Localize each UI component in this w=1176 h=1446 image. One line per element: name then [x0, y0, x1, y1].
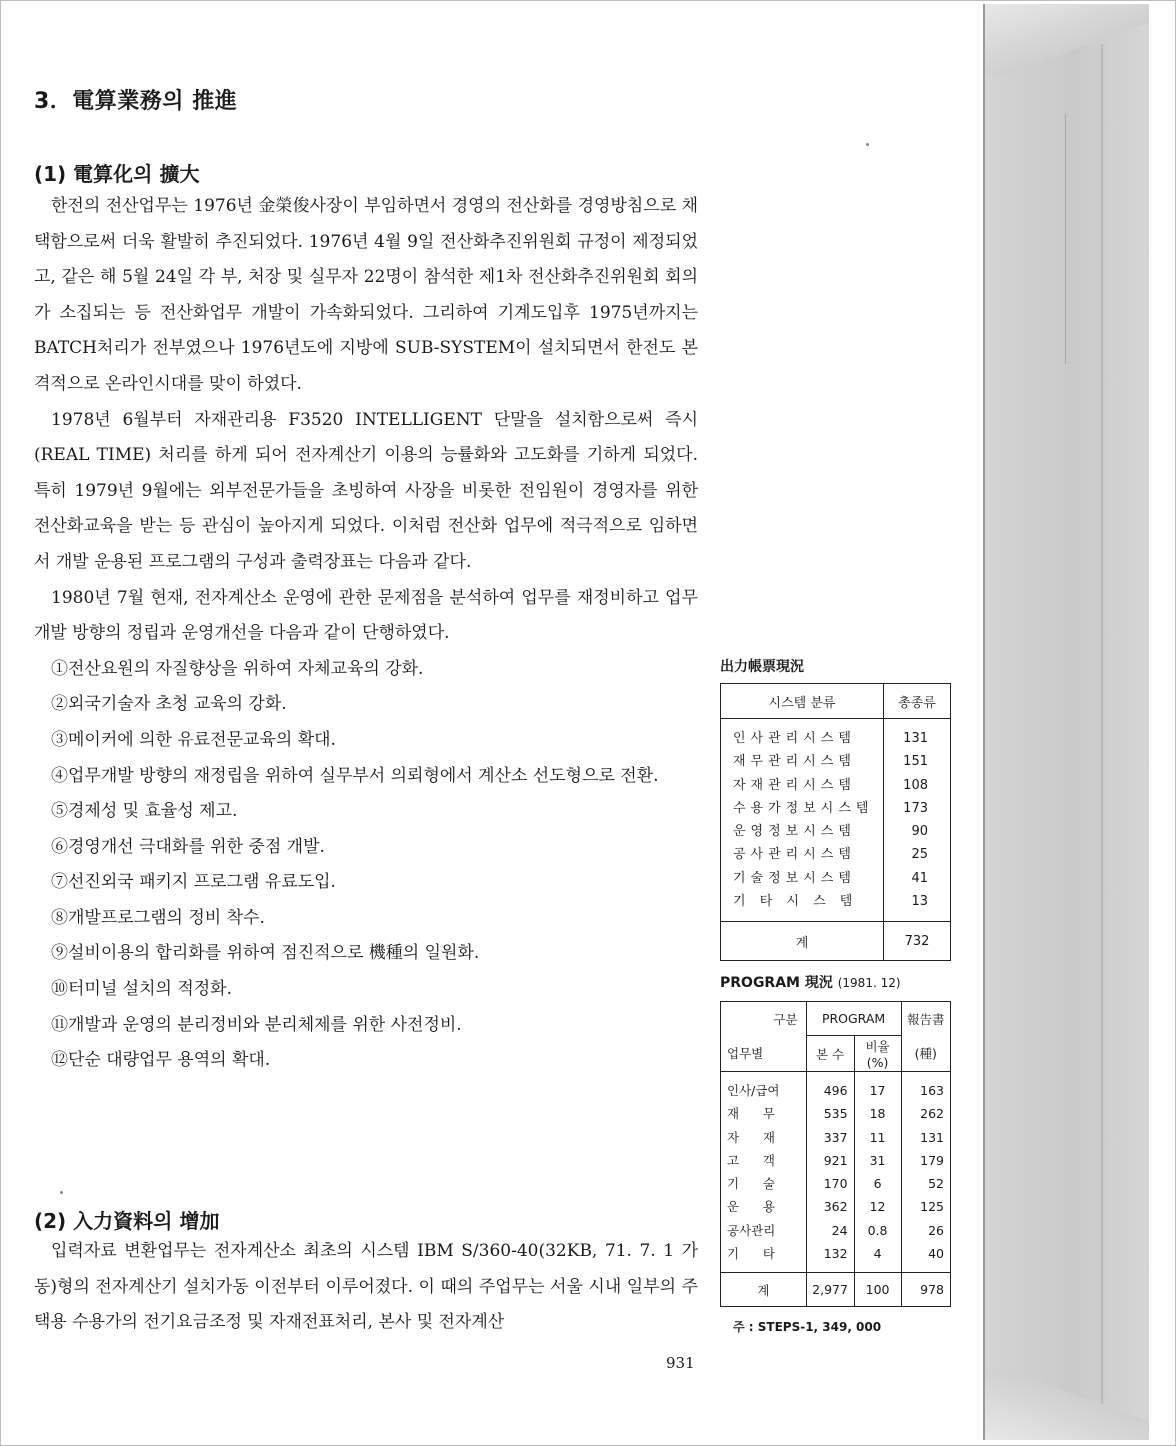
table-cell: 31	[869, 1152, 886, 1168]
program-table	[720, 1001, 951, 1307]
list-item: ⑩터미널 설치의 적정화.	[51, 979, 233, 1000]
list-item: ⑥경영개선 극대화를 위한 중점 개발.	[51, 836, 325, 857]
ratio-column	[854, 1072, 901, 1273]
dept-column	[721, 1072, 807, 1273]
table-cell: 24	[831, 1222, 848, 1238]
table-cell: 17	[869, 1083, 886, 1098]
list-item: ④업무개발 방향의 재정립을 위하여 실무부서 의뢰형에서 계산소 선도형으로 전환.	[51, 765, 659, 786]
table-cell: 기 타	[727, 1246, 775, 1262]
speck	[60, 1191, 63, 1194]
table-cell: 108	[903, 777, 928, 793]
list-item: ⑧개발프로그램의 정비 착수.	[51, 907, 265, 928]
table-cell: 재무관리시스템	[733, 754, 856, 770]
table-cell: 362	[823, 1199, 848, 1215]
table-cell: 11	[869, 1129, 886, 1145]
table-cell: 운 용	[727, 1199, 775, 1215]
table-cell: 25	[911, 847, 928, 863]
list-item: ⑤경제성 및 효율성 제고.	[51, 801, 238, 822]
header-ratio: 비율(%)	[854, 1036, 901, 1072]
header-kind: (種)	[901, 1036, 950, 1072]
count-column	[806, 1072, 854, 1273]
page-number: 931	[666, 1354, 695, 1372]
table-cell: 13	[911, 894, 928, 910]
table-cell: 151	[903, 754, 928, 770]
table-cell: 18	[869, 1106, 886, 1122]
table-cell: 496	[823, 1083, 848, 1098]
table-cell: 173	[903, 800, 928, 816]
header-dept: 업무별	[721, 1036, 807, 1072]
table-cell: 6	[873, 1176, 882, 1192]
table-cell: 131	[920, 1129, 944, 1145]
paragraph: 1978년 6월부터 자재관리용 F3520 INTELLIGENT 단말을 설치함으로써 즉시(REAL TIME) 처리를 하게 되어 전자계산기 이용의 능률화와 고도화를 기하게 되었다. 특히 1979년 9월에는 외부전문가들을 초빙하여 사장을 비롯한 전임원이 경영자를 위한 전산화교육을 받는 등 관심이 높아지게 되었다. 이처럼 전산화 업무에 적극적으로 임하면서 개발 운용된 프로그램의 구성과 출력장표는 다음과 같다.	[34, 409, 698, 572]
table-cell: 132	[823, 1246, 848, 1262]
table-cell: 921	[823, 1152, 848, 1168]
total-label: 계	[721, 922, 884, 961]
table-cell: 179	[920, 1152, 944, 1168]
output-form-table	[720, 683, 951, 961]
section-title: 3．電算業務의 推進	[34, 89, 238, 114]
header-count: 본 수	[806, 1036, 854, 1072]
paragraph: 한전의 전산업무는 1976년 金榮俊사장이 부임하면서 경영의 전산화를 경영방침으로 채택함으로써 더욱 활발히 추진되었다. 1976년 4월 9일 전산화추진위원회 규정이 제정되었고, 같은 해 5월 24일 각 부, 처장 및 실무자 22명이 참석한 제1차 전산화추진위원회 회의가 소집되는 등 전산화업무 개발이 가속화되었다. 그리하여 기계도입후 1975년까지는 BATCH처리가 전부였으나 1976년도에 지방에 SUB-SYSTEM이 설치되면서 한전도 본격적으로 온라인시대를 맞이 하였다.	[34, 196, 698, 394]
table-cell: 163	[920, 1083, 944, 1098]
body-text-2	[34, 1234, 698, 1341]
list-item: ⑦선진외국 패키지 프로그램 유료도입.	[51, 872, 336, 893]
table-cell: 수용가정보시스템	[733, 800, 874, 816]
table-cell: 공사관리	[727, 1222, 776, 1238]
table-cell: 운영정보시스템	[733, 824, 856, 840]
table-cell: 4	[873, 1246, 882, 1262]
table-note: 주 : STEPS-1, 349, 000	[733, 1320, 882, 1334]
system-names	[721, 719, 884, 922]
total-report: 978	[901, 1273, 950, 1307]
header-division: 구분	[721, 1002, 807, 1036]
table2-caption	[720, 972, 901, 992]
subsection-title-1: (1) 電算化의 擴大	[34, 162, 200, 186]
table-cell: 0.8	[867, 1222, 888, 1238]
table-cell: 자 재	[727, 1129, 775, 1145]
table-cell: 자재관리시스템	[733, 777, 856, 793]
system-values	[884, 719, 951, 922]
table-cell: 고 객	[727, 1152, 775, 1168]
list-item: ⑪개발과 운영의 분리정비와 분리체제를 위한 사전정비.	[51, 1014, 462, 1035]
table-cell: 인사/급여	[727, 1083, 780, 1098]
table-cell: 26	[928, 1222, 944, 1238]
table-cell: 인사관리시스템	[733, 731, 856, 746]
table-cell: 170	[823, 1176, 848, 1192]
table-cell: 131	[903, 731, 928, 746]
table-cell: 재 무	[727, 1106, 775, 1122]
total-value: 732	[884, 922, 951, 961]
table1-caption: 出力帳票現況	[720, 659, 804, 675]
table-cell: 262	[920, 1106, 944, 1122]
list-item: ⑨설비이용의 합리화를 위하여 점진적으로 機種의 일원화.	[51, 943, 480, 964]
col-header-total: 총종류	[884, 684, 951, 719]
col-header-system: 시스템 분류	[721, 684, 884, 719]
subsection-title-2: (2) 入力資料의 增加	[34, 1209, 220, 1233]
report-column	[901, 1072, 950, 1273]
table-cell: 125	[920, 1199, 944, 1215]
table2-title: PROGRAM 現況	[720, 975, 833, 991]
table2-date: (1981. 12)	[837, 976, 901, 990]
table-cell: 기 타 시 스 템	[733, 894, 858, 910]
table-cell: 기 술	[727, 1176, 775, 1192]
table-cell: 41	[911, 870, 928, 886]
total-count: 2,977	[806, 1273, 854, 1307]
body-text-1	[34, 189, 698, 1079]
paragraph: 입력자료 변환업무는 전자계산소 최초의 시스템 IBM S/360-40(32KB, 71. 7. 1 가동)형의 전자계산기 설치가동 이전부터 이루어졌다. 이 때의 주업무는 서울 시내 일부의 주택용 수용가의 전기요금조정 및 자재전표처리, 본사 및 전자계산	[34, 1241, 698, 1333]
list-item: ③메이커에 의한 유료전문교육의 확대.	[51, 729, 336, 750]
total-label: 계	[721, 1273, 807, 1307]
list-item: ①전산요원의 자질향상을 위하여 자체교육의 강화.	[51, 658, 424, 679]
paragraph: 1980년 7월 현재, 전자계산소 운영에 관한 문제점을 분석하여 업무를 재정비하고 업무개발 방향의 정립과 운영개선을 다음과 같이 단행하였다.	[34, 587, 698, 644]
header-program: PROGRAM	[806, 1002, 901, 1036]
list-item: ②외국기술자 초청 교육의 강화.	[51, 694, 287, 715]
total-ratio: 100	[854, 1273, 901, 1307]
table-cell: 337	[823, 1129, 848, 1145]
table-cell: 40	[928, 1246, 944, 1262]
table-cell: 52	[928, 1176, 944, 1192]
header-report: 報告書	[901, 1002, 950, 1036]
speck	[866, 143, 869, 146]
table-cell: 535	[823, 1106, 848, 1122]
list-item: ⑫단순 대량업무 용역의 확대.	[51, 1050, 271, 1071]
table-cell: 90	[911, 824, 928, 840]
table-cell: 기술정보시스템	[733, 870, 856, 886]
table-cell: 12	[869, 1199, 886, 1215]
page-stack-edge	[983, 4, 1149, 1440]
table-cell: 공사관리시스템	[733, 847, 856, 863]
